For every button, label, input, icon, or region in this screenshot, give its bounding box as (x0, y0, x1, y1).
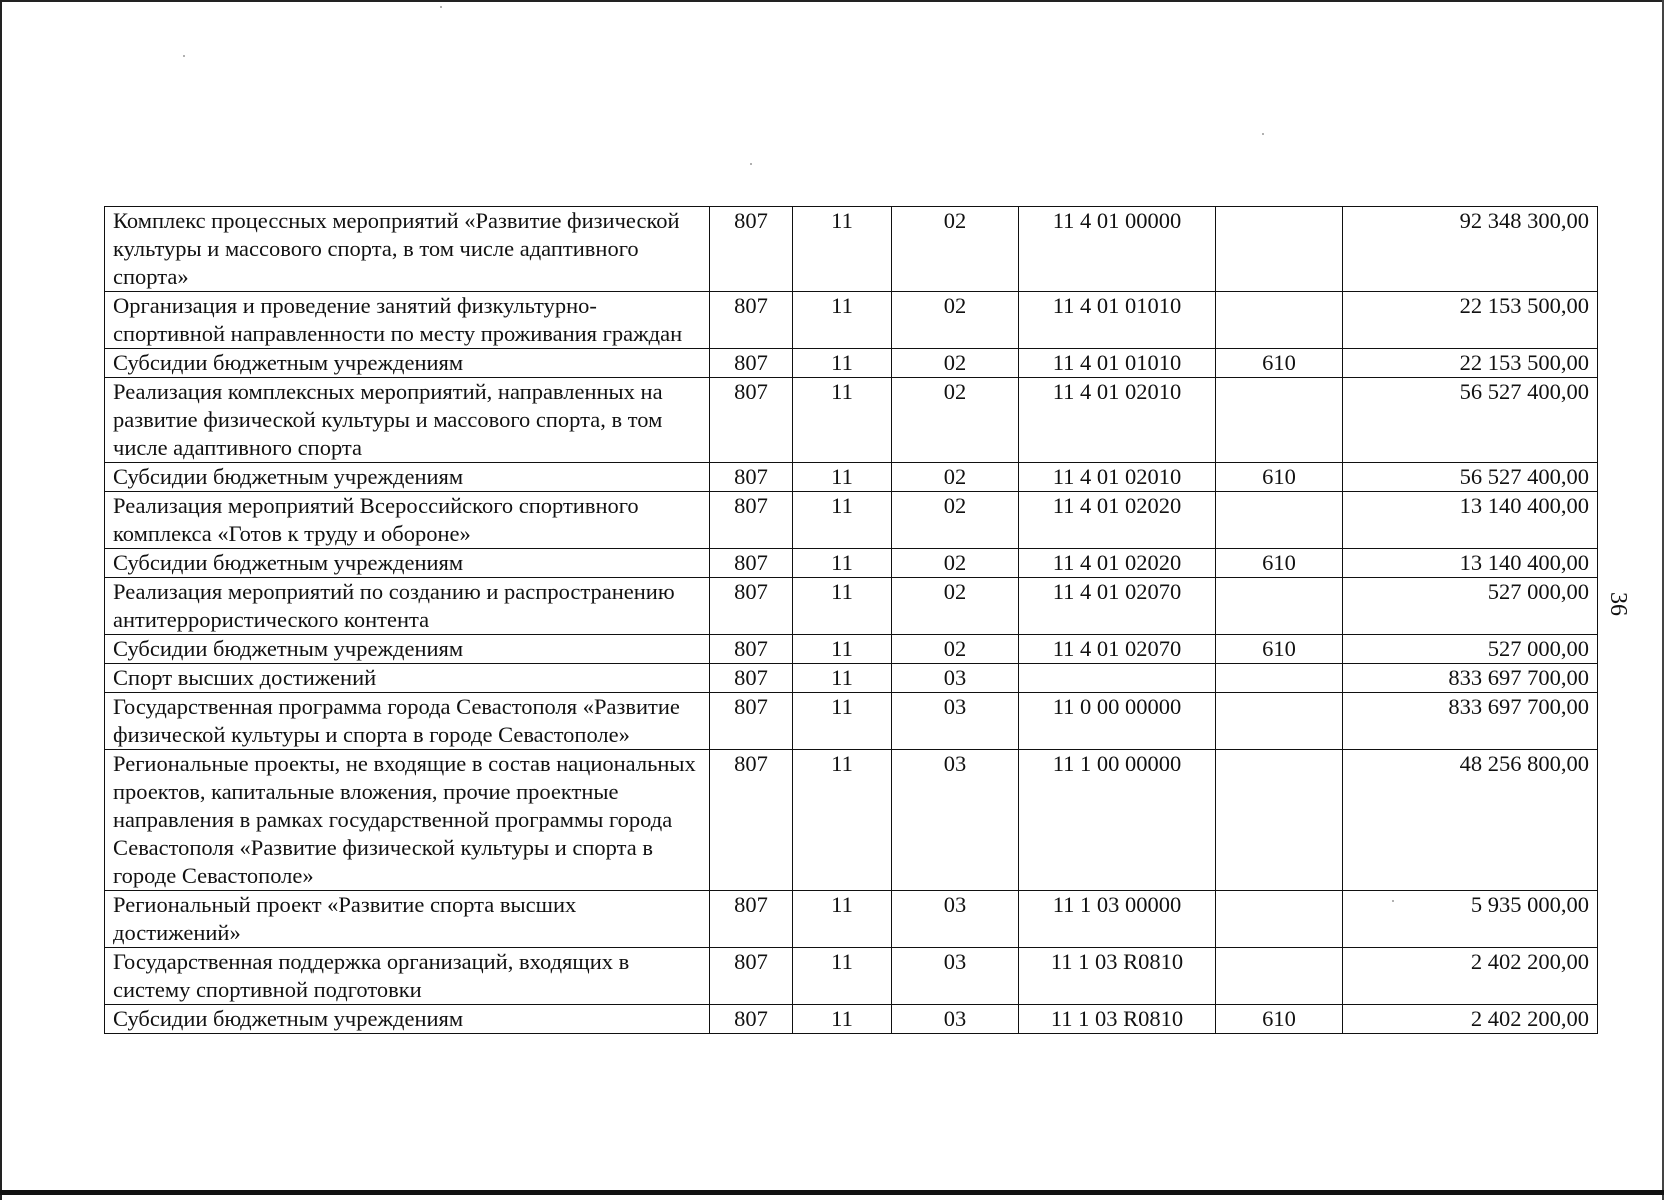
cell-ministry-code: 807 (710, 492, 793, 549)
table-row (105, 549, 1598, 578)
cell-ministry-code: 807 (710, 578, 793, 635)
cell-expense-type (1216, 492, 1343, 549)
cell-target-article: 11 4 01 02020 (1019, 492, 1216, 549)
cell-target-article: 11 0 00 00000 (1019, 693, 1216, 750)
cell-amount: 92 348 300,00 (1343, 207, 1598, 292)
cell-target-article: 11 4 01 00000 (1019, 207, 1216, 292)
scan-speck (750, 163, 752, 165)
cell-ministry-code: 807 (710, 549, 793, 578)
page-border-bottom (0, 1190, 1664, 1195)
cell-name: Субсидии бюджетным учреждениям (105, 463, 710, 492)
table-row (105, 750, 1598, 891)
budget-table (104, 206, 1598, 1034)
cell-amount: 56 527 400,00 (1343, 378, 1598, 463)
cell-subsection: 03 (892, 948, 1019, 1005)
cell-expense-type (1216, 693, 1343, 750)
cell-section: 11 (793, 207, 892, 292)
cell-amount: 56 527 400,00 (1343, 463, 1598, 492)
cell-amount: 527 000,00 (1343, 578, 1598, 635)
cell-expense-type (1216, 891, 1343, 948)
cell-ministry-code: 807 (710, 207, 793, 292)
cell-ministry-code: 807 (710, 635, 793, 664)
cell-name: Субсидии бюджетным учреждениям (105, 549, 710, 578)
cell-section: 11 (793, 693, 892, 750)
cell-subsection: 03 (892, 1005, 1019, 1034)
cell-ministry-code: 807 (710, 349, 793, 378)
cell-ministry-code: 807 (710, 1005, 793, 1034)
cell-name: Субсидии бюджетным учреждениям (105, 1005, 710, 1034)
cell-amount: 833 697 700,00 (1343, 693, 1598, 750)
cell-subsection: 03 (892, 693, 1019, 750)
table-row (105, 693, 1598, 750)
cell-amount: 527 000,00 (1343, 635, 1598, 664)
cell-name: Субсидии бюджетным учреждениям (105, 349, 710, 378)
cell-name: Спорт высших достижений (105, 664, 710, 693)
table-row (105, 1005, 1598, 1034)
cell-section: 11 (793, 378, 892, 463)
table-row (105, 635, 1598, 664)
cell-expense-type (1216, 750, 1343, 891)
cell-section: 11 (793, 578, 892, 635)
cell-ministry-code: 807 (710, 378, 793, 463)
page-number: 36 (1605, 592, 1631, 616)
table-row (105, 463, 1598, 492)
cell-subsection: 02 (892, 292, 1019, 349)
cell-amount: 22 153 500,00 (1343, 349, 1598, 378)
page-border-top (0, 0, 1664, 2)
cell-section: 11 (793, 1005, 892, 1034)
cell-subsection: 02 (892, 549, 1019, 578)
scan-speck (1262, 133, 1264, 135)
cell-amount: 13 140 400,00 (1343, 549, 1598, 578)
cell-ministry-code: 807 (710, 693, 793, 750)
cell-name: Реализация комплексных мероприятий, направленных на развитие физической культуры и массового спорта, в том числе адаптивного спорта (105, 378, 710, 463)
cell-section: 11 (793, 948, 892, 1005)
cell-expense-type (1216, 948, 1343, 1005)
cell-expense-type (1216, 292, 1343, 349)
cell-subsection: 02 (892, 463, 1019, 492)
cell-ministry-code: 807 (710, 664, 793, 693)
cell-subsection: 02 (892, 492, 1019, 549)
cell-target-article: 11 1 03 00000 (1019, 891, 1216, 948)
cell-section: 11 (793, 292, 892, 349)
cell-expense-type (1216, 578, 1343, 635)
cell-section: 11 (793, 549, 892, 578)
cell-section: 11 (793, 750, 892, 891)
table-row (105, 292, 1598, 349)
cell-name: Реализация мероприятий по созданию и распространению антитеррористического контента (105, 578, 710, 635)
cell-name: Реализация мероприятий Всероссийского спортивного комплекса «Готов к труду и обороне» (105, 492, 710, 549)
cell-target-article: 11 1 03 R0810 (1019, 1005, 1216, 1034)
cell-ministry-code: 807 (710, 750, 793, 891)
cell-expense-type: 610 (1216, 635, 1343, 664)
cell-name: Региональный проект «Развитие спорта высших достижений» (105, 891, 710, 948)
cell-target-article: 11 4 01 02070 (1019, 635, 1216, 664)
cell-subsection: 02 (892, 207, 1019, 292)
table-row (105, 578, 1598, 635)
cell-section: 11 (793, 635, 892, 664)
table-row (105, 207, 1598, 292)
cell-expense-type (1216, 378, 1343, 463)
cell-expense-type (1216, 207, 1343, 292)
cell-subsection: 02 (892, 635, 1019, 664)
cell-section: 11 (793, 492, 892, 549)
cell-name: Государственная поддержка организаций, входящих в систему спортивной подготовки (105, 948, 710, 1005)
cell-name: Комплекс процессных мероприятий «Развитие физической культуры и массового спорта, в том числе адаптивного спорта» (105, 207, 710, 292)
cell-amount: 13 140 400,00 (1343, 492, 1598, 549)
cell-ministry-code: 807 (710, 463, 793, 492)
table-row (105, 378, 1598, 463)
cell-expense-type: 610 (1216, 549, 1343, 578)
table-row (105, 492, 1598, 549)
cell-subsection: 03 (892, 664, 1019, 693)
cell-subsection: 02 (892, 378, 1019, 463)
cell-expense-type: 610 (1216, 463, 1343, 492)
cell-subsection: 02 (892, 578, 1019, 635)
cell-target-article: 11 4 01 02010 (1019, 378, 1216, 463)
cell-amount: 2 402 200,00 (1343, 948, 1598, 1005)
cell-amount: 48 256 800,00 (1343, 750, 1598, 891)
cell-expense-type: 610 (1216, 349, 1343, 378)
cell-amount: 22 153 500,00 (1343, 292, 1598, 349)
cell-section: 11 (793, 891, 892, 948)
cell-subsection: 03 (892, 750, 1019, 891)
cell-target-article: 11 4 01 02020 (1019, 549, 1216, 578)
table-row (105, 891, 1598, 948)
table-row (105, 349, 1598, 378)
cell-target-article: 11 4 01 02070 (1019, 578, 1216, 635)
cell-ministry-code: 807 (710, 948, 793, 1005)
page-border-left (0, 0, 2, 1200)
cell-target-article: 11 1 03 R0810 (1019, 948, 1216, 1005)
cell-section: 11 (793, 664, 892, 693)
cell-target-article: 11 4 01 01010 (1019, 292, 1216, 349)
cell-expense-type: 610 (1216, 1005, 1343, 1034)
cell-target-article: 11 4 01 02010 (1019, 463, 1216, 492)
cell-ministry-code: 807 (710, 891, 793, 948)
cell-ministry-code: 807 (710, 292, 793, 349)
cell-section: 11 (793, 349, 892, 378)
cell-target-article (1019, 664, 1216, 693)
cell-name: Государственная программа города Севастополя «Развитие физической культуры и спорта в городе Севастополе» (105, 693, 710, 750)
cell-amount: 2 402 200,00 (1343, 1005, 1598, 1034)
cell-section: 11 (793, 463, 892, 492)
cell-expense-type (1216, 664, 1343, 693)
scan-speck (440, 6, 442, 8)
cell-name: Субсидии бюджетным учреждениям (105, 635, 710, 664)
budget-table-body (105, 207, 1598, 1034)
cell-name: Организация и проведение занятий физкультурно-спортивной направленности по месту проживания граждан (105, 292, 710, 349)
cell-target-article: 11 4 01 01010 (1019, 349, 1216, 378)
table-row (105, 664, 1598, 693)
cell-name: Региональные проекты, не входящие в состав национальных проектов, капитальные вложения, прочие проектные направления в рамках государственной программы города Севастополя «Развитие физической культуры и спорта в городе Севастополе» (105, 750, 710, 891)
scan-speck (183, 55, 185, 57)
table-row (105, 948, 1598, 1005)
cell-amount: 5 935 000,00 (1343, 891, 1598, 948)
cell-subsection: 02 (892, 349, 1019, 378)
cell-target-article: 11 1 00 00000 (1019, 750, 1216, 891)
cell-subsection: 03 (892, 891, 1019, 948)
cell-amount: 833 697 700,00 (1343, 664, 1598, 693)
